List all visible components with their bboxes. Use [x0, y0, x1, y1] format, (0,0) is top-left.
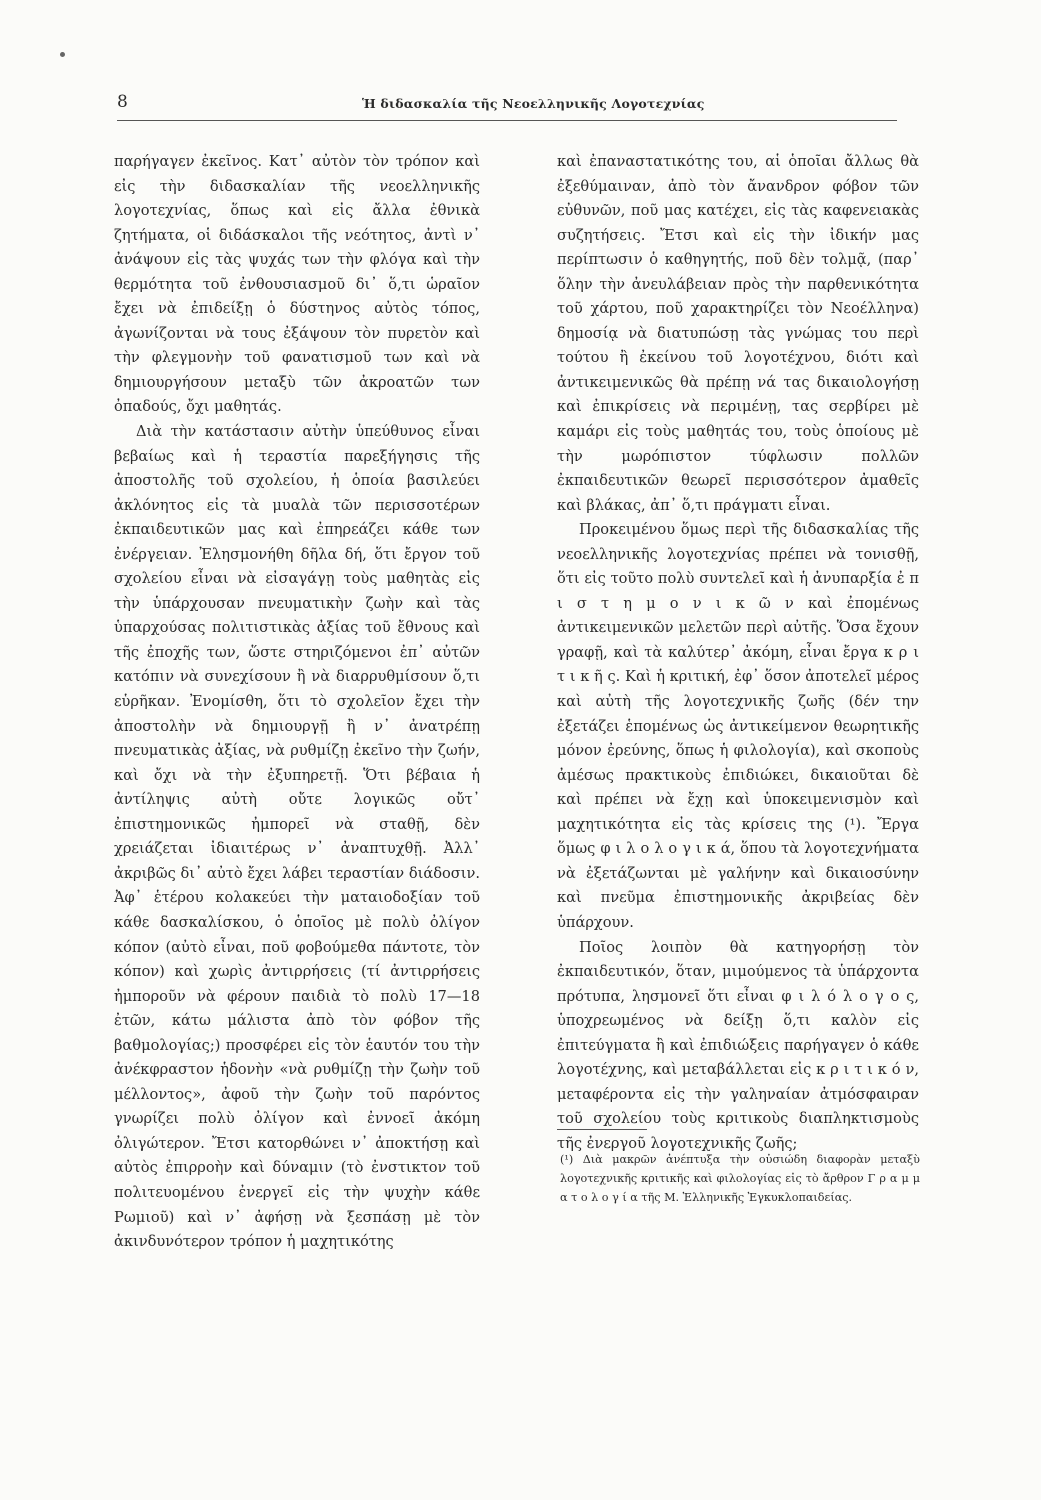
page-header	[117, 92, 897, 122]
header-rule	[117, 120, 897, 121]
footnote: (¹) Διὰ μακρῶν ἀνέπτυξα τὴν οὐσιώδη διαφορὰν μεταξὺ λογοτεχνικῆς κριτικῆς καὶ φιλολογίας εἰς τὸ ἄρθρον Γ ρ α μ μ α τ ο λ ο γ ί α τῆς Μ. Ἑλληνικῆς Ἐγκυκλοπαιδείας.	[560, 1153, 920, 1204]
footnote-rule	[557, 1129, 647, 1130]
paragraph: Προκειμένου ὅμως περὶ τῆς διδασκαλίας τῆς νεοελληνικῆς λογοτεχνίας πρέπει νὰ τονισθῇ, ὅτι εἰς τοῦτο πολὺ συντελεῖ καὶ ἡ ἀνυπαρξία ἐ π ι σ τ η μ ο ν ι κ ῶ ν καὶ ἐπομένως ἀντικειμενικῶν μελετῶν περὶ αὐτῆς. Ὅσα ἔχουν γραφῇ, καὶ τὰ καλύτερ᾿ ἀκόμη, εἶναι ἔργα κ ρ ι τ ι κ ῆ ς. Καὶ ἡ κριτική, ἐφ᾿ ὅσον ἀποτελεῖ μέρος καὶ αὐτὴ τῆς λογοτεχνικῆς ζωῆς (δέν την ἐξετάζει ἑπομένως ὡς ἀντικείμενον θεωρητικῆς μόνον ἐρεύνης, ὅπως ἡ φιλολογία), καὶ σκοποὺς ἀμέσως πρακτικοὺς ἐπιδιώκει, δικαιοῦται δὲ καὶ πρέπει νὰ ἔχῃ καὶ ὑποκειμενισμὸν καὶ μαχητικότητα εἰς τὰς κρίσεις της (¹). Ἔργα ὅμως φ ι λ ο λ ο γ ι κ ά, ὅπου τὰ λογοτεχνήματα νὰ ἐξετάζωνται μὲ γαλήνην καὶ δικαιοσύνην καὶ πνεῦμα ἐπιστημονικῆς ἀκριβείας δὲν ὑπάρχουν.	[557, 521, 919, 931]
page-number: 8	[117, 92, 128, 112]
paragraph: καὶ ἐπαναστατικότης του, αἱ ὁποῖαι ἄλλως θὰ ἐξεθύμαιναν, ἀπὸ τὸν ἄνανδρον φόβον τῶν εὐθυνῶν, ποῦ μας κατέχει, εἰς τὰς καφενειακὰς συζητήσεις. Ἔτσι καὶ εἰς τὴν ἰδικήν μας περίπτωσιν ὁ καθηγητής, ποῦ δὲν τολμᾷ, (παρ᾿ ὅλην τὴν ἀνευλάβειαν πρὸς τὴν παρθενικότητα τοῦ χάρτου, ποῦ χαρακτηρίζει τὸν Νεοέλληνα) δημοσίᾳ νὰ διατυπώσῃ τὰς γνώμας του περὶ τούτου ἢ ἐκείνου τοῦ λογοτέχνου, διότι καὶ ἀντικειμενικῶς θὰ πρέπῃ νά τας δικαιολογήσῃ καὶ ἐπικρίσεις νὰ περιμένῃ, τας σερβίρει μὲ καμάρι εἰς τοὺς μαθητάς του, τοὺς ὁποίους μὲ τὴν μωρόπιστον τύφλωσιν πολλῶν ἐκπαιδευτικῶν θεωρεῖ περισσότερον ἀμαθεῖς καὶ βλάκας, ἀπ᾿ ὅ,τι πράγματι εἶναι.	[557, 153, 919, 514]
running-title: Ἡ διδασκαλία τῆς Νεοελληνικῆς Λογοτεχνίας	[362, 96, 705, 111]
paragraph: Ποῖος λοιπὸν θὰ κατηγορήσῃ τὸν ἐκπαιδευτικόν, ὅταν, μιμούμενος τὰ ὑπάρχοντα πρότυπα, λησμονεῖ ὅτι εἶναι φ ι λ ό λ ο γ ο ς, ὑποχρεωμένος νὰ δείξῃ ὅ,τι καλὸν εἰς ἐπιτεύγματα ἢ καὶ ἐπιδιώξεις παρήγαγεν ὁ κάθε λογοτέχνης, καὶ μεταβάλλεται εἰς κ ρ ι τ ι κ ό ν, μεταφέροντα εἰς τὴν γαληναίαν ἀτμόσφαιραν τοῦ σχολείου τοὺς κριτικοὺς διαπληκτισμοὺς τῆς ἐνεργοῦ λογοτεχνικῆς ζωῆς;	[557, 938, 919, 1152]
scan-mark	[60, 52, 65, 57]
right-column	[557, 150, 919, 1156]
left-column	[114, 150, 480, 1255]
paragraph: παρήγαγεν ἐκεῖνος. Κατ᾿ αὐτὸν τὸν τρόπον καὶ εἰς τὴν διδασκαλίαν τῆς νεοελληνικῆς λογοτεχνίας, ὅπως καὶ εἰς ἄλλα ἐθνικὰ ζητήματα, οἱ διδάσκαλοι τῆς νεότητος, ἀντὶ ν᾿ ἀνάψουν εἰς τὰς ψυχάς των τὴν φλόγα καὶ τὴν θερμότητα τοῦ ἐνθουσιασμοῦ δι᾿ ὅ,τι ὡραῖον ἔχει νὰ ἐπιδείξῃ ὁ δύστηνος αὐτὸς τόπος, ἀγωνίζονται νὰ τους ἐξάψουν τὸν πυρετὸν καὶ τὴν φλεγμονὴν τοῦ φανατισμοῦ των καὶ νὰ δημιουργήσουν μεταξὺ τῶν ἀκροατῶν των ὀπαδούς, ὄχι μαθητάς.	[114, 153, 480, 416]
paragraph: Διὰ τὴν κατάστασιν αὐτὴν ὑπεύθυνος εἶναι βεβαίως καὶ ἡ τεραστία παρεξήγησις τῆς ἀποστολῆς τοῦ σχολείου, ἡ ὁποία βασιλεύει ἀκλόνητος εἰς τὰ μυαλὰ τῶν περισσοτέρων ἐκπαιδευτικῶν μας καὶ ἐπηρεάζει κάθε των ἐνέργειαν. Ἐλησμονήθη δῆλα δή, ὅτι ἔργον τοῦ σχολείου εἶναι νὰ εἰσαγάγῃ τοὺς μαθητὰς εἰς τὴν ὑπάρχουσαν πνευματικὴν ζωὴν καὶ τὰς ὑπαρχούσας πολιτιστικὰς ἀξίας τοῦ ἔθνους καὶ τῆς ἐποχῆς των, ὥστε στηριζόμενοι ἐπ᾿ αὐτῶν κατόπιν νὰ συνεχίσουν ἢ νὰ διαρρυθμίσουν ὅ,τι εὑρῆκαν. Ἐνομίσθη, ὅτι τὸ σχολεῖον ἔχει τὴν ἀποστολὴν νὰ δημιουργῇ ἢ ν᾿ ἀνατρέπῃ πνευματικὰς ἀξίας, νὰ ρυθμίζῃ ἐκεῖνο τὴν ζωήν, καὶ ὄχι νὰ τὴν ἐξυπηρετῇ. Ὅτι βέβαια ἡ ἀντίληψις αὐτὴ οὔτε λογικῶς οὔτ᾿ ἐπιστημονικῶς ἠμπορεῖ νὰ σταθῇ, δὲν χρειάζεται ἰδιαιτέρως ν᾿ ἀναπτυχθῇ. Ἀλλ᾿ ἀκριβῶς δι᾿ αὐτὸ ἔχει λάβει τεραστίαν διάδοσιν. Ἀφ᾿ ἑτέρου κολακεύει τὴν ματαιοδοξίαν τοῦ κάθε δασκαλίσκου, ὁ ὁποῖος μὲ πολὺ ὀλίγον κόπον (αὐτὸ εἶναι, ποῦ φοβούμεθα πάντοτε, τὸν κόπον) καὶ χωρὶς ἀντιρρήσεις (τί ἀντιρρήσεις ἠμποροῦν νὰ φέρουν παιδιὰ τὸ πολὺ 17—18 ἐτῶν, κάτω μάλιστα ἀπὸ τὸν φόβον τῆς βαθμολογίας;) προσφέρει εἰς τὸν ἑαυτόν του τὴν ἀνέκφραστον ἡδονὴν «νὰ ρυθμίζῃ τὴν ζωὴν τοῦ μέλλοντος», ἀφοῦ τὴν ζωὴν τοῦ παρόντος γνωρίζει πολὺ ὀλίγον καὶ ἐννοεῖ ἀκόμη ὀλιγώτερον. Ἔτσι κατορθώνει ν᾿ ἀποκτήσῃ καὶ αὐτὸς ἐπιρροὴν καὶ δύναμιν (τὸ ἐνστικτον τοῦ πολιτευομένου ἐνεργεῖ εἰς τὴν ψυχὴν κάθε Ρωμιοῦ) καὶ ν᾿ ἀφήσῃ νὰ ξεσπάσῃ μὲ τὸν ἀκινδυνότερον τρόπον ἡ μαχητικότης	[114, 423, 480, 1251]
